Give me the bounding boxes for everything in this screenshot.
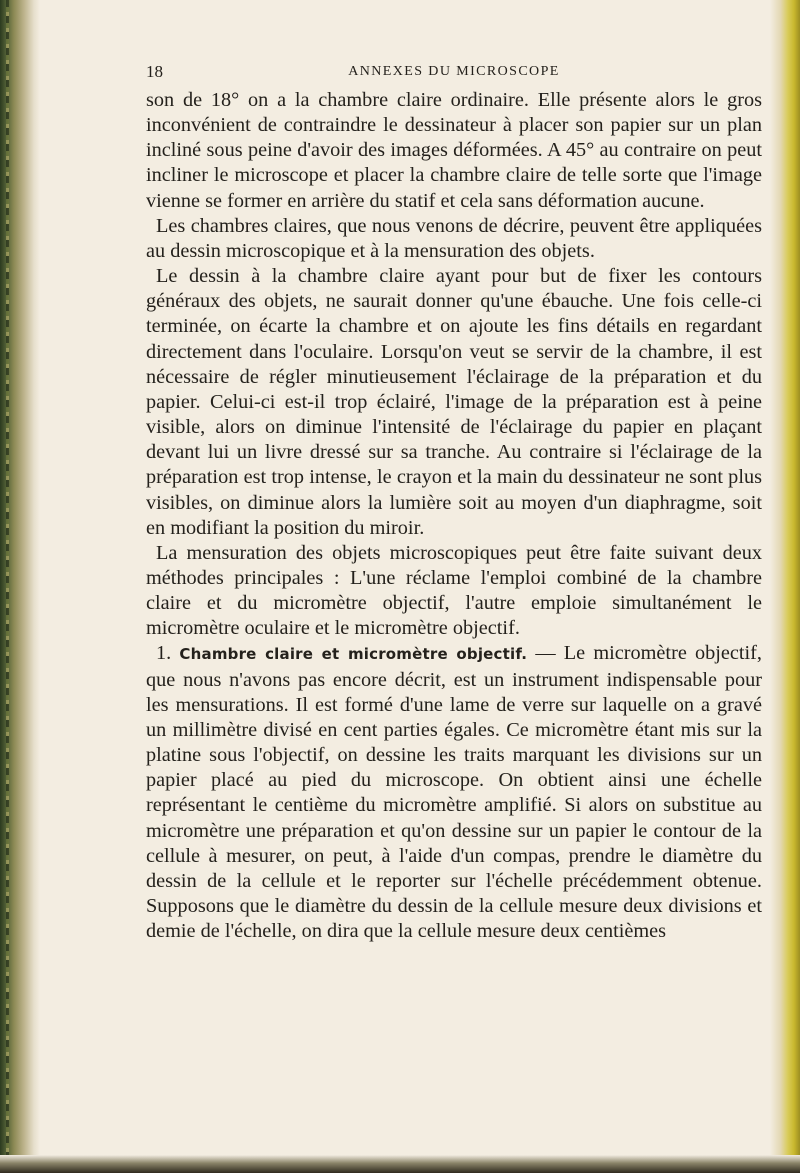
section-number: 1. bbox=[156, 642, 172, 665]
body-text bbox=[146, 88, 762, 944]
paragraph-3: Le dessin à la chambre claire ayant pour but de fixer les contours généraux des objets, ne saurait donner qu'une ébauche. Une fois celle-ci terminée, on écarte la chambre et on ajoute les fins détails en regardant directement dans l'oculaire. Lorsqu'on veut se servir de la chambre, il est nécessaire de régler minutieusement l'éclairage de la préparation et du papier. Celui-ci est-il trop éclairé, l'image de la préparation est à peine visible, alors on diminue l'intensité de l'éclairage du papier en plaçant devant lui un livre dressé sur sa tranche. Au contraire si l'éclairage de la préparation est trop intense, le crayon et la main du dessinateur ne sont plus visibles, on diminue alors la lumière soit au moyen d'un diaphragme, soit en modifiant la position du miroir. bbox=[146, 265, 762, 539]
paragraph-2: Les chambres claires, que nous venons de décrire, peuvent être appliquées au dessin microscopique et à la mensuration des objets. bbox=[146, 214, 762, 262]
page-header bbox=[146, 56, 762, 88]
book-page bbox=[146, 56, 762, 944]
section-heading: Chambre claire et micromètre objectif. bbox=[179, 645, 528, 664]
section-text: Le micromètre objectif, que nous n'avons pas encore décrit, est un instrument indispensable pour les mensurations. Il est formé d'une lame de verre sur laquelle on a gravé un millimètre divisé en cent parties égales. Ce micromètre étant mis sur la platine sous l'objectif, on dessine les traits marquant les divisions sur un papier placé au pied du microscope. On obtient ainsi une échelle représentant le centième du micromètre amplifié. Si alors on substitue au micromètre une préparation et qu'on dessine sur un papier le contour de la cellule à mesurer, on peut, à l'aide d'un compas, prendre le diamètre du dessin de la cellule et le reporter sur l'échelle précédemment obtenue. Supposons que le diamètre du dessin de la cellule mesure deux divisions et demie de l'échelle, on dira que la cellule mesure deux centièmes bbox=[146, 642, 763, 943]
book-binding-edge bbox=[0, 0, 40, 1173]
section-dash: — bbox=[527, 642, 564, 665]
page-bottom-edge bbox=[0, 1155, 800, 1173]
paragraph-1: son de 18° on a la chambre claire ordinaire. Elle présente alors le gros inconvénient de contraindre le dessinateur à placer son papier sur un plan incliné sous peine d'avoir des images déformées. A 45° au contraire on peut incliner le microscope et placer la chambre claire de telle sorte que l'image vienne se former en arrière du statif et cela sans déformation aucune. bbox=[146, 89, 762, 212]
paragraph-4: La mensuration des objets microscopiques peut être faite suivant deux méthodes principales : L'une réclame l'emploi combiné de la chambre claire et du micromètre objectif, l'autre emploie simultanément le micromètre oculaire et le micromètre objectif. bbox=[146, 541, 762, 640]
page-number: 18 bbox=[146, 62, 163, 81]
running-title: ANNEXES DU MICROSCOPE bbox=[348, 64, 560, 79]
section-paragraph bbox=[146, 641, 762, 944]
page-right-edge bbox=[770, 0, 800, 1173]
